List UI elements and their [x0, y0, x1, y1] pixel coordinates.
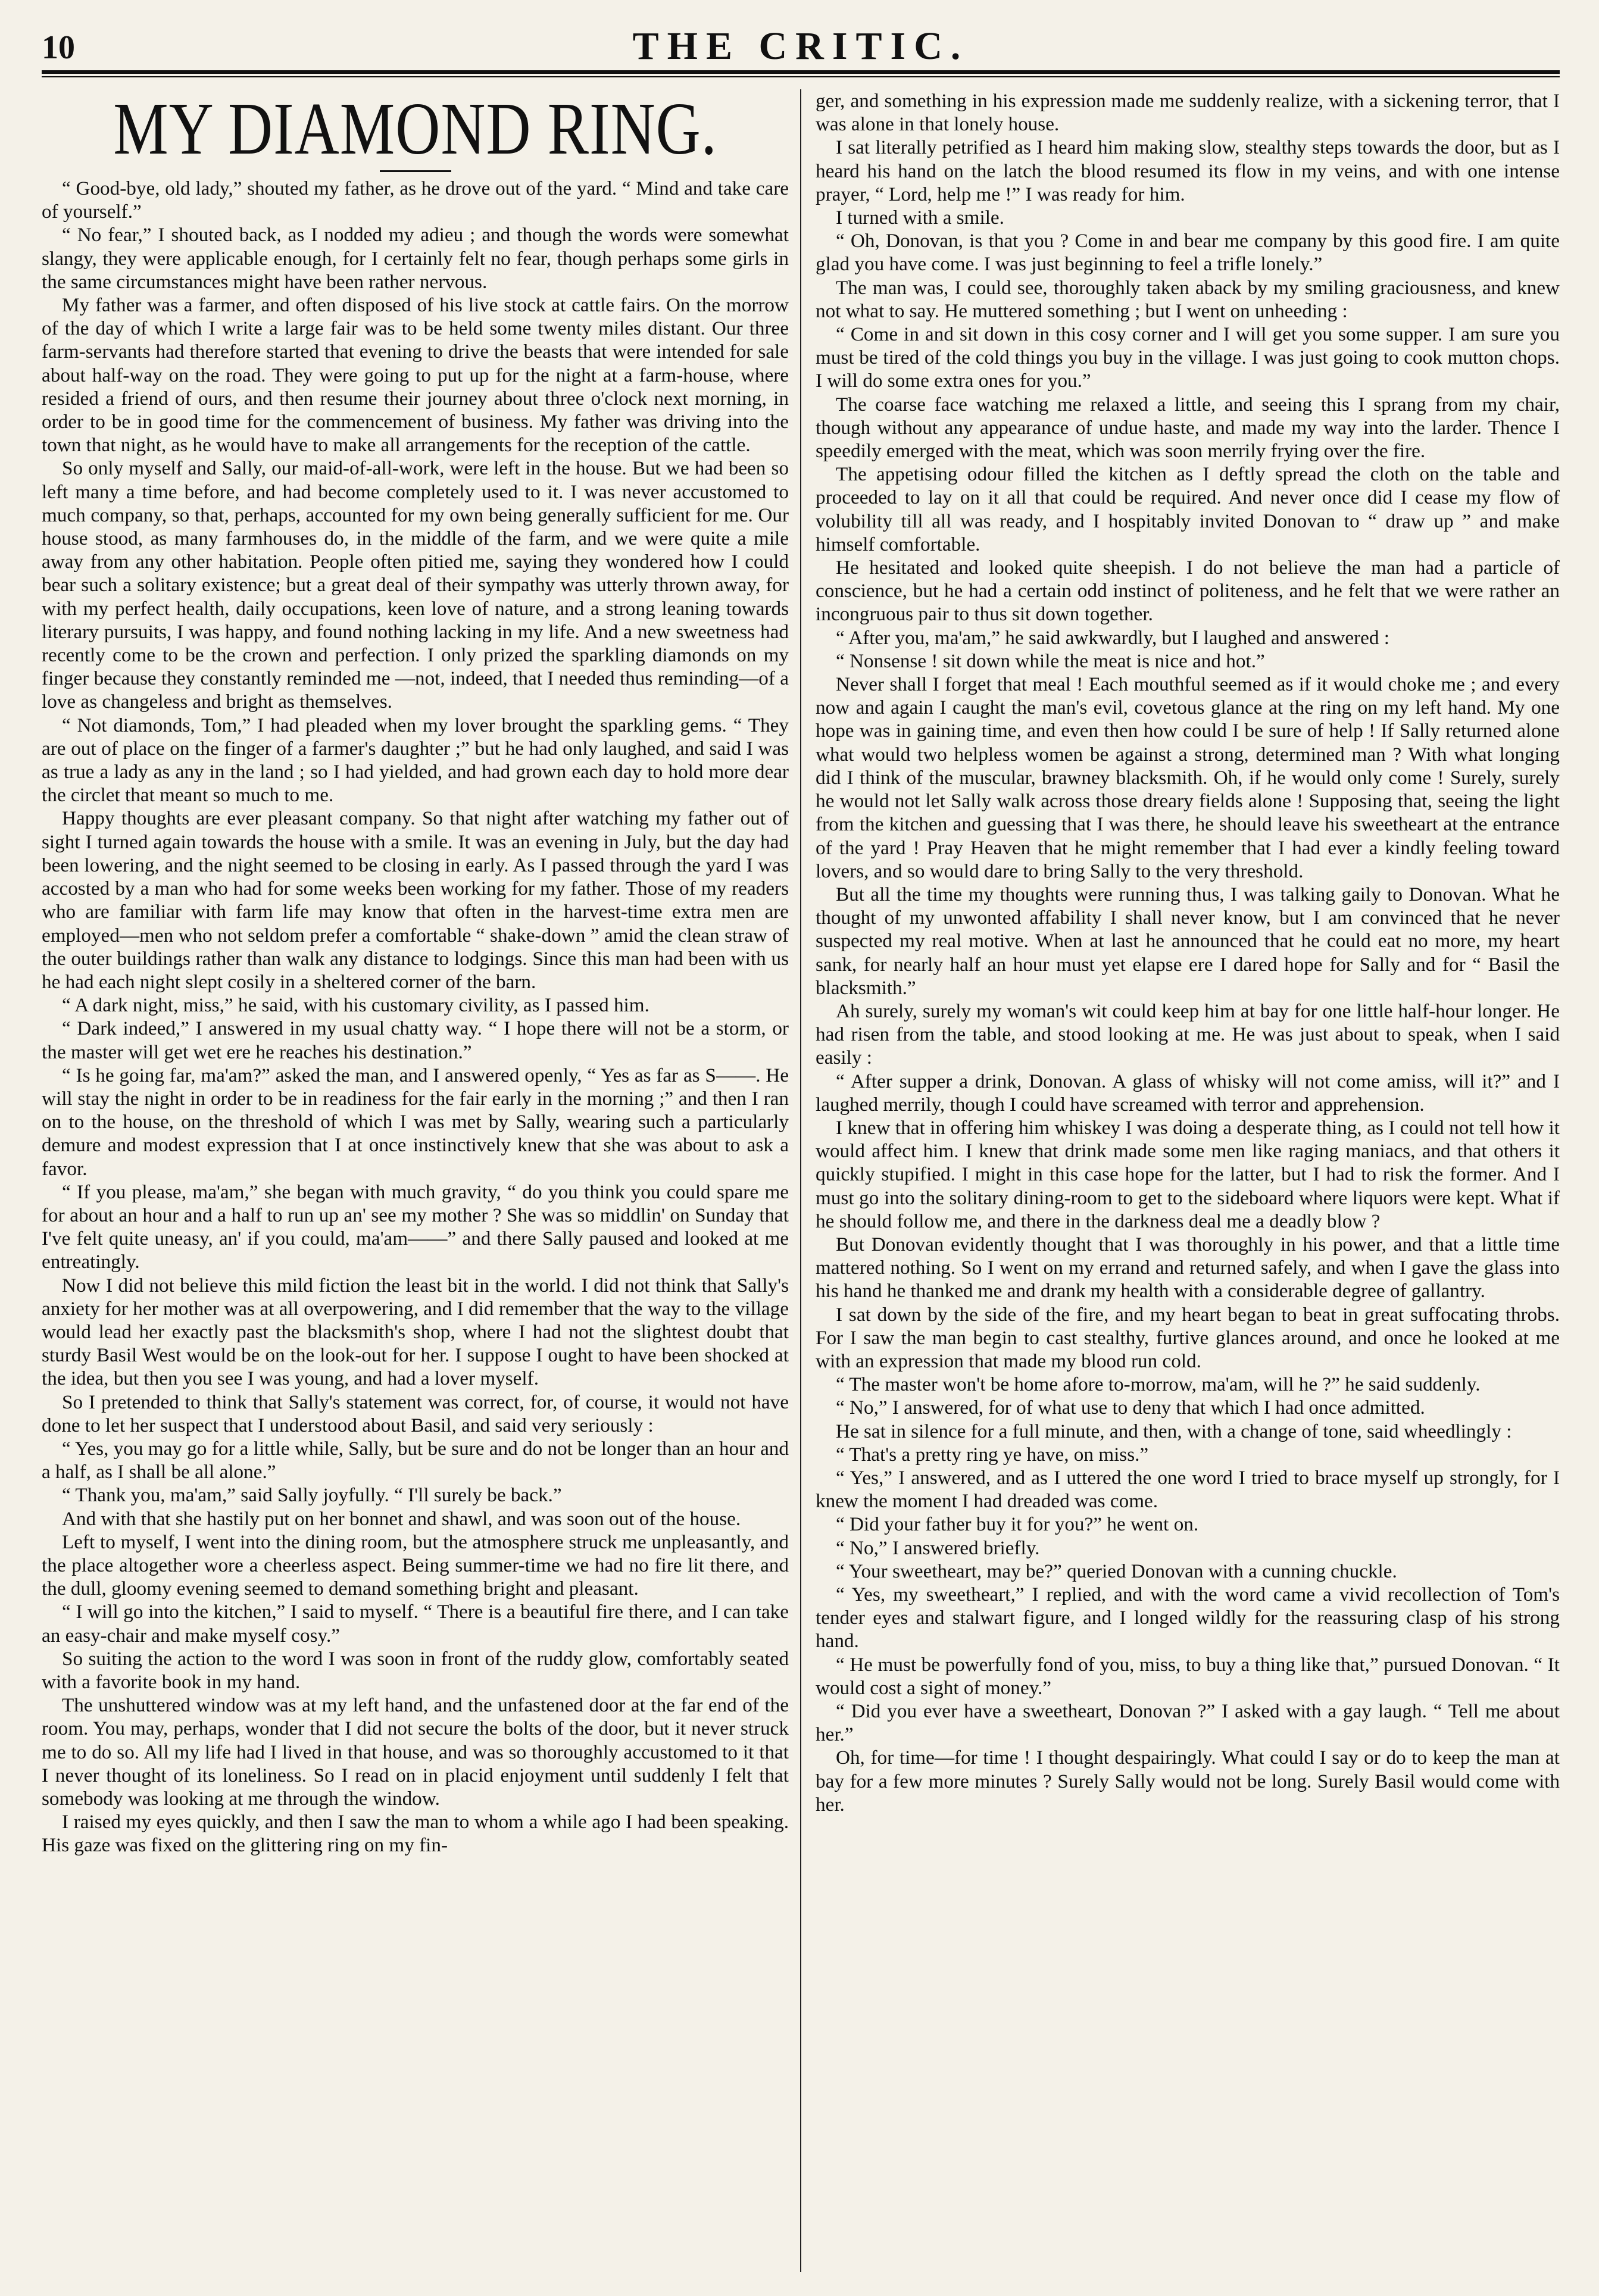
- paragraph: Left to myself, I went into the dining room, but the atmosphere struck me unpleasantly, and the place altogether wore a cheerless aspect. Being summer-time we had no fire lit there, and the dull, gloomy evening seemed to demand something bright and pleasant.: [42, 1530, 789, 1600]
- paragraph: The man was, I could see, thoroughly taken aback by my smiling graciousness, and knew not what to say. He muttered something ; but I went on unheeding :: [816, 276, 1560, 322]
- paragraph: “ Good-bye, old lady,” shouted my father, as he drove out of the yard. “ Mind and take care of yourself.”: [42, 177, 789, 223]
- paragraph: The unshuttered window was at my left hand, and the unfastened door at the far end of the room. You may, perhaps, wonder that I did not secure the bolts of the door, but it never struck me to do so. All my life had I lived in that house, and was so thoroughly accustomed to it that I never thought of its loneliness. So I read on in placid enjoyment until suddenly I felt that somebody was looking at me through the window.: [42, 1694, 789, 1810]
- paragraph: “ The master won't be home afore to-morrow, ma'am, will he ?” he said suddenly.: [836, 1373, 1481, 1396]
- paragraph: My father was a farmer, and often disposed of his live stock at cattle fairs. On the morrow of the day of which I write a large fair was to be held some twenty miles distant. Our three farm-servants had therefore started that evening to drive the beasts that were intended for sale about half-way on the road. They were going to put up for the night at a farm-house, where resided a friend of ours, and then resume their journey about three o'clock next morning, in order to be in good time for the commencement of business. My father was driving into the town that night, as he would have to make all arrangements for the reception of the cattle.: [42, 294, 789, 457]
- paragraph: “ Your sweetheart, may be?” queried Donovan with a cunning chuckle.: [836, 1560, 1397, 1582]
- paragraph: “ After supper a drink, Donovan. A glass of whisky will not come amiss, will it?” and I laughed merrily, though I could have screamed with terror and apprehension.: [816, 1070, 1560, 1116]
- publication-title: THE CRITIC.: [632, 24, 969, 68]
- story-title: MY DIAMOND RING.: [113, 89, 717, 170]
- right-column-body: [816, 89, 1560, 1816]
- paragraph: I sat down by the side of the fire, and my heart began to beat in great suffocating throbs. For I saw the man begin to cast stealthy, furtive glances around, and once he looked at me with an expression that made my blood run cold.: [816, 1303, 1560, 1372]
- header-rule: [42, 70, 1560, 74]
- paragraph: Oh, for time—for time ! I thought despairingly. What could I say or do to keep the man at bay for a few more minutes ? Surely Sally would not be long. Surely Basil would come with her.: [816, 1747, 1560, 1816]
- page-header: [42, 24, 1560, 68]
- paragraph: “ Did you ever have a sweetheart, Donovan ?” I asked with a gay laugh. “ Tell me about her.”: [816, 1700, 1560, 1746]
- left-column: [42, 89, 789, 2272]
- paragraph: “ If you please, ma'am,” she began with much gravity, “ do you think you could spare me for about an hour and a half to run up an' see my mother ? She was so middlin' on Sunday that I've felt quite uneasy, an' if you could, ma'am——” and there Sally paused and looked at me entreatingly.: [42, 1180, 789, 1273]
- paragraph: “ No fear,” I shouted back, as I nodded my adieu ; and though the words were somewhat slangy, they were applicable enough, for I certainly felt no fear, though perhaps some girls in the same circumstances might have been rather nervous.: [42, 224, 789, 293]
- paragraph: He sat in silence for a full minute, and then, with a change of tone, said wheedlingly :: [836, 1420, 1512, 1442]
- paragraph: “ A dark night, miss,” he said, with his customary civility, as I passed him.: [62, 994, 649, 1017]
- paragraph: He hesitated and looked quite sheepish. I do not believe the man had a particle of conscience, but he had a certain odd instinct of politeness, and he felt that we were rather an incongruous pair to thus sit down together.: [816, 557, 1560, 626]
- title-rule: [380, 170, 451, 172]
- right-column: [816, 89, 1560, 2272]
- paragraph: “ Dark indeed,” I answered in my usual chatty way. “ I hope there will not be a storm, or the master will get wet ere he reaches his destination.”: [42, 1017, 789, 1063]
- paragraph: I raised my eyes quickly, and then I saw the man to whom a while ago I had been speaking. His gaze was fixed on the glittering ring on my fin-: [42, 1811, 789, 1857]
- paragraph: The coarse face watching me relaxed a little, and seeing this I sprang from my chair, though without any appearance of undue haste, and made my way into the larder. Thence I speedily emerged with the meat, which was soon merrily frying over the fire.: [816, 393, 1560, 463]
- paragraph: “ Not diamonds, Tom,” I had pleaded when my lover brought the sparkling gems. “ They are out of place on the finger of a farmer's daughter ;” but he had only laughed, and said I was as true a lady as any in the land ; so I had yielded, and had grown each day to hold more dear the circlet that meant so much to me.: [42, 714, 789, 807]
- paragraph: And with that she hastily put on her bonnet and shawl, and was soon out of the house.: [62, 1507, 741, 1530]
- paragraph: But Donovan evidently thought that I was thoroughly in his power, and that a little time mattered nothing. So I went on my errand and returned safely, and when I gave the glass into his hand he thanked me and drank my health with a considerable degree of gallantry.: [816, 1233, 1560, 1302]
- paragraph: Happy thoughts are ever pleasant company. So that night after watching my father out of sight I turned again towards the house with a smile. It was an evening in July, but the day had been lowering, and the night seemed to be closing in early. As I passed through the yard I was accosted by a man who had for some weeks been working for my father. Those of my readers who are familiar with farm life may know that often in the harvest-time extra men are employed—men who not seldom prefer a comfortable “ shake-down ” amid the clean straw of the outer buildings rather than walk any distance to lodgings. Since this man had been with us he had each night slept cosily in a sheltered corner of the barn.: [42, 807, 789, 993]
- paragraph: The appetising odour filled the kitchen as I deftly spread the cloth on the table and proceeded to lay on it all that could be required. And never once did I cease my flow of volubility till all was ready, and I hospitably invited Donovan to “ draw up ” and make himself comfortable.: [816, 463, 1560, 555]
- column-divider: [800, 89, 801, 2272]
- header-rule-thin: [42, 76, 1560, 77]
- paragraph: “ Yes, you may go for a little while, Sally, but be sure and do not be longer than an hour and a half, as I shall be all alone.”: [42, 1437, 789, 1483]
- paragraph: “ Come in and sit down in this cosy corner and I will get you some supper. I am sure you must be tired of the cold things you buy in the village. I was just going to cook mutton chops. I will do some extra ones for you.”: [816, 323, 1560, 392]
- paragraph: ger, and something in his expression made me suddenly realize, with a sickening terror, that I was alone in that lonely house.: [816, 90, 1560, 136]
- paragraph: “ That's a pretty ring ye have, on miss.”: [836, 1443, 1149, 1466]
- paragraph: So I pretended to think that Sally's statement was correct, for, of course, it would not have done to let her suspect that I understood about Basil, and said very seriously :: [42, 1391, 789, 1436]
- paragraph: I knew that in offering him whiskey I was doing a desperate thing, as I could not tell how it would affect him. I knew that drink made some men like raging maniacs, and that others it quickly stupified. I might in this case hope for the latter, but I had to risk the former. And I must go into the solitary dining-room to get to the sideboard where liquors were kept. What if he should follow me, and there in the darkness deal me a deadly blow ?: [816, 1116, 1560, 1232]
- paragraph: “ No,” I answered briefly.: [836, 1536, 1040, 1559]
- paragraph: “ Yes,” I answered, and as I uttered the one word I tried to brace myself up strongly, for I knew the moment I had dreaded was come.: [816, 1466, 1560, 1513]
- paragraph: “ No,” I answered, for of what use to deny that which I had once admitted.: [836, 1397, 1425, 1419]
- paragraph: “ After you, ma'am,” he said awkwardly, but I laughed and answered :: [836, 626, 1389, 649]
- paragraph: So only myself and Sally, our maid-of-all-work, were left in the house. But we had been so left many a time before, and had become completely used to it. I was never accustomed to much company, so that, perhaps, accounted for my own being generally sufficient for me. Our house stood, as many farmhouses do, in the middle of the farm, and we were quite a mile away from any other habitation. People often pitied me, saying they wondered how I could bear such a solitary existence; but a great deal of their sympathy was utterly thrown away, for with my perfect health, daily occupations, keen love of nature, and a strong leaning towards literary pursuits, I was happy, and found nothing lacking in my life. And a new sweetness had recently come to be the crown and perfection. I only prized the sparkling diamonds on my finger because they constantly reminded me —not, indeed, that I needed thus reminding—of a love as changeless and bright as themselves.: [42, 457, 789, 713]
- paragraph: “ I will go into the kitchen,” I said to myself. “ There is a beautiful fire there, and I can take an easy-chair and make myself cosy.”: [42, 1601, 789, 1647]
- paragraph: “ Is he going far, ma'am?” asked the man, and I answered openly, “ Yes as far as S——. He will stay the night in order to be in readiness for the fair early in the morning ;” and then I ran on to the house, on the threshold of which I was met by Sally, wearing such a particularly demure and modest expression that I at once instinctively knew that she was about to ask a favor.: [42, 1064, 789, 1180]
- paragraph: But all the time my thoughts were running thus, I was talking gaily to Donovan. What he thought of my unwonted affability I shall never know, but I am convinced that he never suspected my real motive. When at last he announced that he could eat no more, my heart sank, for nearly half an hour must yet elapse ere I dared hope for Sally and for “ Basil the blacksmith.”: [816, 883, 1560, 999]
- paragraph: “ Oh, Donovan, is that you ? Come in and bear me company by this good fire. I am quite glad you have come. I was just beginning to feel a trifle lonely.”: [816, 230, 1560, 276]
- paragraph: “ Nonsense ! sit down while the meat is nice and hot.”: [836, 649, 1265, 672]
- paragraph: “ Yes, my sweetheart,” I replied, and with the word came a vivid recollection of Tom's tender eyes and stalwart figure, and I longed wildly for the reassuring clasp of his strong hand.: [816, 1583, 1560, 1653]
- paragraph: Ah surely, surely my woman's wit could keep him at bay for one little half-hour longer. He had risen from the table, and stood looking at me. He was just about to speak, when I said easily :: [816, 999, 1560, 1069]
- paragraph: So suiting the action to the word I was soon in front of the ruddy glow, comfortably seated with a favorite book in my hand.: [42, 1647, 789, 1693]
- left-column-body: [42, 177, 789, 1857]
- paragraph: I turned with a smile.: [836, 207, 1004, 229]
- paragraph: Now I did not believe this mild fiction the least bit in the world. I did not think that Sally's anxiety for her mother was at all overpowering, and I did remember that the way to the village would lead her exactly past the blacksmith's shop, where I had not the slightest doubt that sturdy Basil West would be on the look-out for her. I suppose I ought to have been shocked at the idea, but then you see I was young, and had a lover myself.: [42, 1274, 789, 1390]
- paragraph: “ Thank you, ma'am,” said Sally joyfully. “ I'll surely be back.”: [62, 1484, 562, 1507]
- paragraph: “ Did your father buy it for you?” he went on.: [836, 1513, 1199, 1536]
- paragraph: I sat literally petrified as I heard him making slow, stealthy steps towards the door, but as I heard his hand on the latch the blood resumed its flow in my veins, and with one intense prayer, “ Lord, help me !” I was ready for him.: [816, 136, 1560, 205]
- paragraph: “ He must be powerfully fond of you, miss, to buy a thing like that,” pursued Donovan. “ It would cost a sight of money.”: [816, 1653, 1560, 1699]
- paragraph: Never shall I forget that meal ! Each mouthful seemed as if it would choke me ; and every now and again I caught the man's evil, covetous glance at the ring on my left hand. My one hope was in gaining time, and even then how could I be sure of help ! If Sally returned alone what would two helpless women be against a strong, determined man ? With what longing did I think of the muscular, brawney blacksmith. Oh, if he would only come ! Surely, surely he would not let Sally walk across those dreary fields alone ! Supposing that, seeing the light from the kitchen and guessing that I was there, he should leave his sweetheart at the entrance of the yard ! Pray Heaven that he might remember that I had ever a kindly feeling toward lovers, and so would dare to bring Sally to the very threshold.: [816, 673, 1560, 882]
- page-number: 10: [42, 29, 75, 66]
